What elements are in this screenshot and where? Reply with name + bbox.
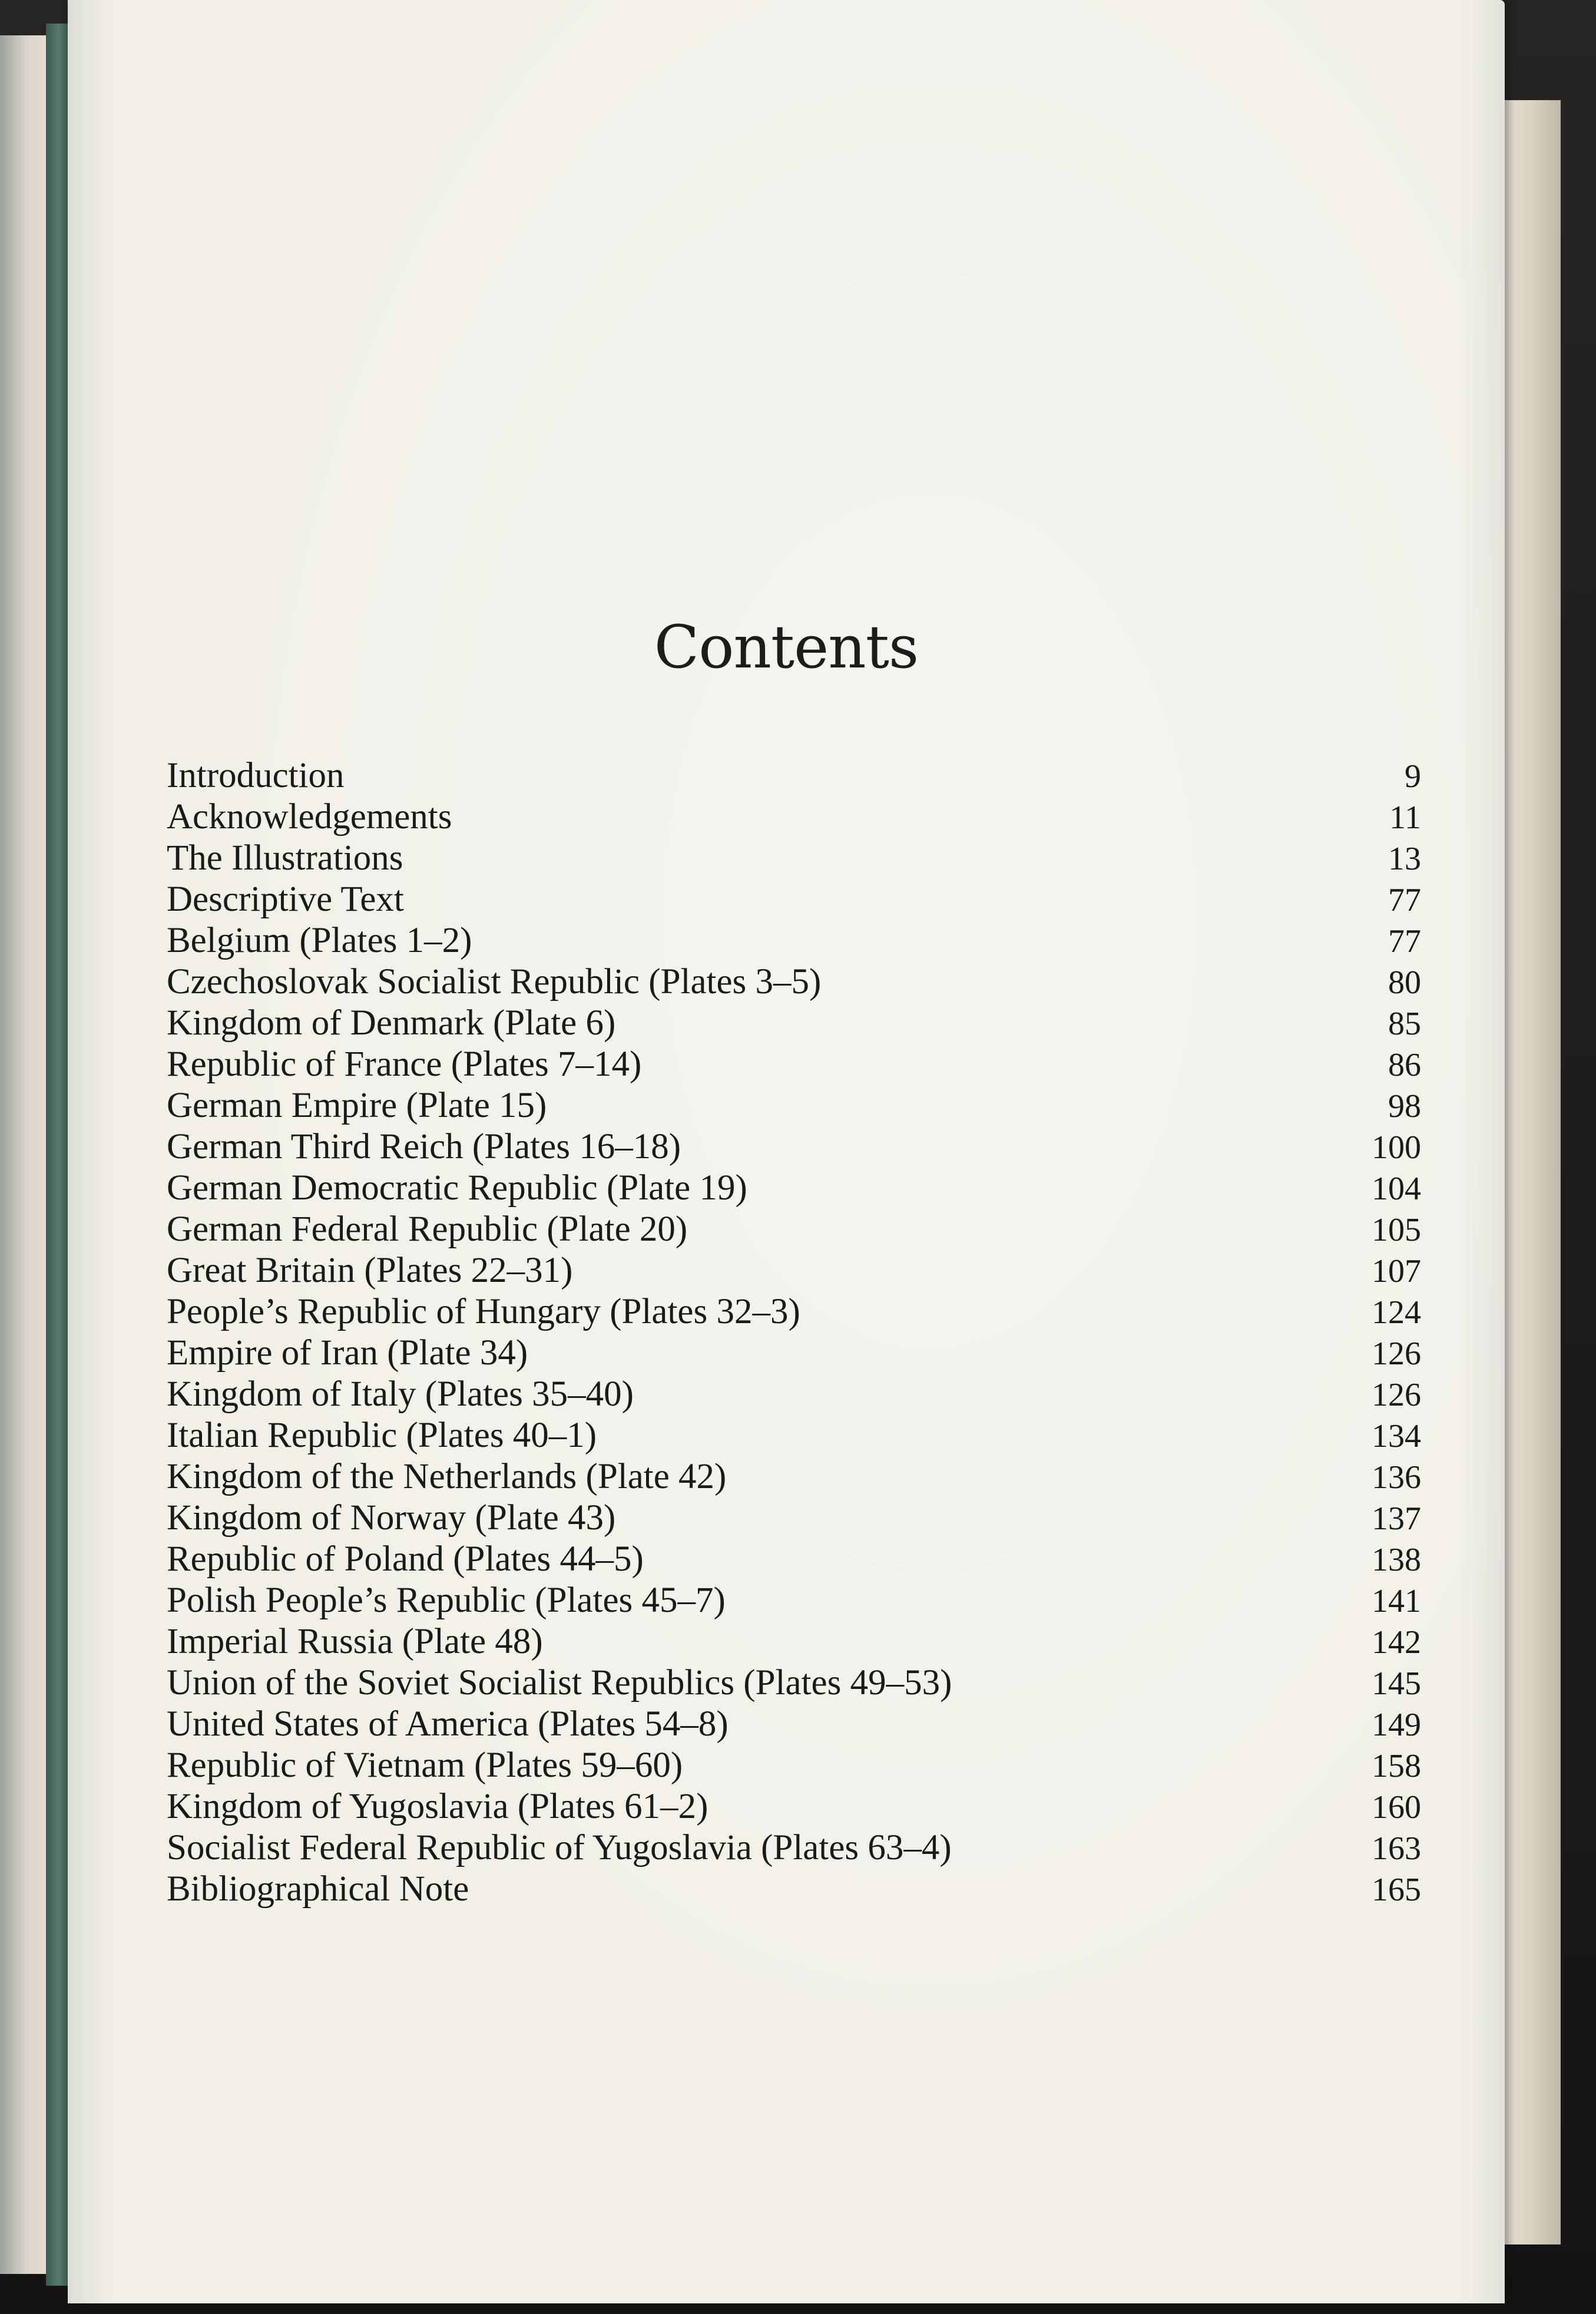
- toc-entry: [167, 1374, 1421, 1415]
- toc-entry-label: Belgium (Plates 1–2): [167, 921, 472, 960]
- table-of-contents: [167, 755, 1421, 1933]
- toc-entry-label: Kingdom of the Netherlands (Plate 42): [167, 1457, 727, 1496]
- toc-entry-label: Italian Republic (Plates 40–1): [167, 1416, 597, 1455]
- toc-entry: [167, 1456, 1421, 1498]
- toc-entry: [167, 1498, 1421, 1539]
- toc-entry-page: 13: [1388, 841, 1421, 877]
- toc-entry: [167, 1126, 1421, 1168]
- toc-entry: [167, 1704, 1421, 1745]
- toc-entry-page: 107: [1372, 1253, 1421, 1290]
- toc-entry-page: 137: [1372, 1500, 1421, 1537]
- toc-entry-label: Empire of Iran (Plate 34): [167, 1333, 528, 1373]
- toc-entry-label: Great Britain (Plates 22–31): [167, 1251, 573, 1290]
- toc-entry-label: German Democratic Republic (Plate 19): [167, 1168, 747, 1208]
- toc-entry: [167, 796, 1421, 838]
- toc-entry-label: Republic of France (Plates 7–14): [167, 1044, 642, 1084]
- toc-entry-page: 77: [1388, 882, 1421, 918]
- toc-entry-page: 158: [1372, 1748, 1421, 1784]
- toc-entry-page: 9: [1405, 758, 1421, 795]
- toc-entry-page: 165: [1372, 1872, 1421, 1908]
- toc-entry-label: Descriptive Text: [167, 880, 404, 919]
- toc-entry: [167, 879, 1421, 920]
- toc-entry-page: 100: [1372, 1129, 1421, 1166]
- toc-entry: [167, 1869, 1421, 1910]
- toc-entry-label: Socialist Federal Republic of Yugoslavia (Plates 63–4): [167, 1828, 952, 1867]
- toc-entry: [167, 1415, 1421, 1456]
- toc-entry-page: 160: [1372, 1789, 1421, 1826]
- toc-entry-page: 126: [1372, 1377, 1421, 1413]
- toc-entry-page: 98: [1388, 1088, 1421, 1125]
- toc-entry-page: 142: [1372, 1624, 1421, 1661]
- toc-entry-label: German Third Reich (Plates 16–18): [167, 1127, 681, 1166]
- toc-entry-label: People’s Republic of Hungary (Plates 32–3): [167, 1292, 800, 1331]
- toc-entry: [167, 1786, 1421, 1827]
- toc-entry-label: Bibliographical Note: [167, 1869, 469, 1909]
- toc-entry: [167, 1085, 1421, 1126]
- toc-entry-page: 11: [1389, 799, 1421, 836]
- toc-entry: [167, 961, 1421, 1003]
- toc-entry-page: 141: [1372, 1583, 1421, 1619]
- toc-entry-page: 134: [1372, 1418, 1421, 1454]
- toc-entry-page: 85: [1388, 1006, 1421, 1042]
- toc-entry-page: 124: [1372, 1294, 1421, 1331]
- toc-entry: [167, 1580, 1421, 1621]
- toc-entry-label: Czechoslovak Socialist Republic (Plates 3–5): [167, 962, 822, 1001]
- toc-entry-label: German Empire (Plate 15): [167, 1086, 547, 1125]
- book-page: [68, 0, 1505, 2303]
- toc-entry: [167, 1209, 1421, 1250]
- toc-entry-label: United States of America (Plates 54–8): [167, 1704, 729, 1744]
- toc-entry: [167, 1662, 1421, 1704]
- toc-entry-page: 105: [1372, 1212, 1421, 1248]
- toc-entry-label: Kingdom of Yugoslavia (Plates 61–2): [167, 1787, 708, 1826]
- toc-entry-label: Introduction: [167, 756, 345, 795]
- toc-entry: [167, 755, 1421, 796]
- toc-entry-page: 104: [1372, 1171, 1421, 1207]
- toc-entry: [167, 1745, 1421, 1786]
- page-title: Contents: [654, 613, 919, 682]
- toc-entry-label: Polish People’s Republic (Plates 45–7): [167, 1581, 726, 1620]
- toc-entry-label: The Illustrations: [167, 838, 403, 878]
- toc-entry: [167, 920, 1421, 961]
- toc-entry-page: 77: [1388, 923, 1421, 960]
- toc-entry: [167, 1539, 1421, 1580]
- toc-entry-label: Kingdom of Italy (Plates 35–40): [167, 1374, 634, 1414]
- toc-entry: [167, 1168, 1421, 1209]
- toc-entry: [167, 1827, 1421, 1869]
- toc-entry: [167, 1003, 1421, 1044]
- toc-entry: [167, 1621, 1421, 1662]
- toc-entry-label: Kingdom of Norway (Plate 43): [167, 1498, 616, 1538]
- toc-entry-page: 145: [1372, 1665, 1421, 1702]
- toc-entry-label: Acknowledgements: [167, 797, 452, 837]
- toc-entry-page: 163: [1372, 1830, 1421, 1867]
- toc-entry-page: 126: [1372, 1335, 1421, 1372]
- book-binding: [46, 24, 71, 2286]
- toc-entry-label: German Federal Republic (Plate 20): [167, 1209, 688, 1249]
- toc-entry-label: Republic of Vietnam (Plates 59–60): [167, 1746, 683, 1785]
- toc-entry-page: 149: [1372, 1707, 1421, 1743]
- toc-entry-label: Republic of Poland (Plates 44–5): [167, 1539, 644, 1579]
- toc-entry-page: 86: [1388, 1047, 1421, 1083]
- toc-entry-page: 136: [1372, 1459, 1421, 1496]
- toc-entry: [167, 1333, 1421, 1374]
- toc-entry-label: Imperial Russia (Plate 48): [167, 1622, 543, 1661]
- toc-entry: [167, 1291, 1421, 1333]
- toc-entry: [167, 1250, 1421, 1291]
- toc-entry-page: 80: [1388, 964, 1421, 1001]
- toc-entry-label: Union of the Soviet Socialist Republics (Plates 49–53): [167, 1663, 952, 1703]
- toc-entry: [167, 838, 1421, 879]
- toc-entry: [167, 1044, 1421, 1085]
- toc-entry-label: Kingdom of Denmark (Plate 6): [167, 1003, 616, 1043]
- toc-entry-page: 138: [1372, 1542, 1421, 1578]
